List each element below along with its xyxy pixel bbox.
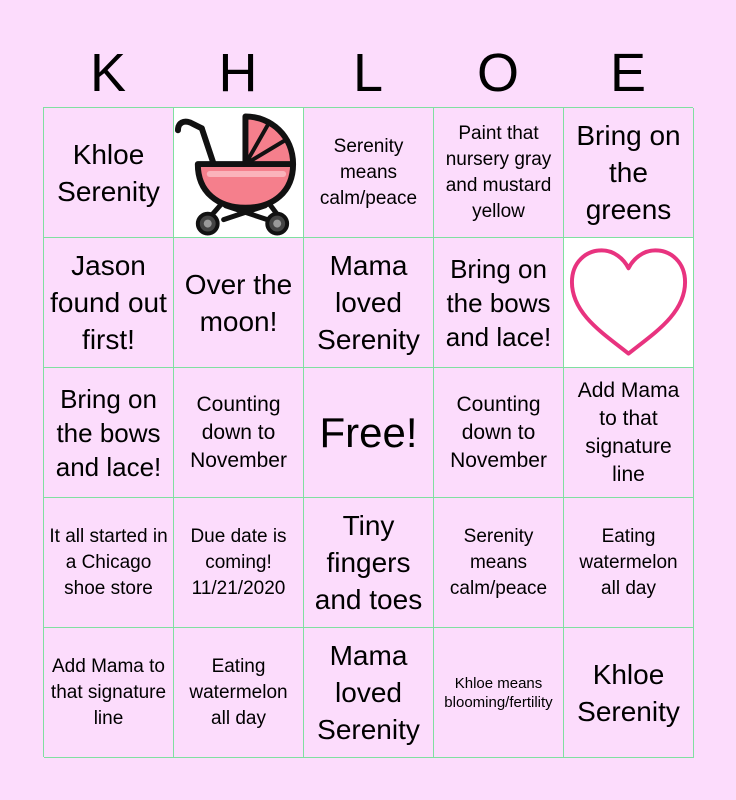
bingo-cell[interactable]: Khloe means blooming/fertility xyxy=(434,628,564,758)
bingo-cell-free[interactable]: Free! xyxy=(304,368,434,498)
bingo-cell[interactable]: Serenity means calm/peace xyxy=(304,108,434,238)
bingo-cell[interactable]: Jason found out first! xyxy=(44,238,174,368)
bingo-cell-heart[interactable] xyxy=(564,238,694,368)
bingo-cell[interactable]: Add Mama to that signature line xyxy=(564,368,694,498)
header-letter-o: O xyxy=(476,43,519,103)
bingo-cell[interactable]: Mama loved Serenity xyxy=(304,238,434,368)
bingo-cell[interactable]: Khloe Serenity xyxy=(44,108,174,238)
bingo-cell[interactable]: Counting down to November xyxy=(174,368,304,498)
baby-stroller-icon xyxy=(174,108,303,238)
bingo-cell[interactable]: Counting down to November xyxy=(434,368,564,498)
bingo-cell[interactable]: Over the moon! xyxy=(174,238,304,368)
bingo-card-grid xyxy=(43,107,693,757)
bingo-cell[interactable]: Eating watermelon all day xyxy=(564,498,694,628)
bingo-cell[interactable]: Paint that nursery gray and mustard yellow xyxy=(434,108,564,238)
header-letter-k: K xyxy=(89,43,127,103)
bingo-cell[interactable]: Add Mama to that signature line xyxy=(44,628,174,758)
heart-icon xyxy=(564,238,693,368)
bingo-cell[interactable]: Khloe Serenity xyxy=(564,628,694,758)
bingo-header xyxy=(43,40,693,106)
bingo-cell[interactable]: Mama loved Serenity xyxy=(304,628,434,758)
bingo-cell[interactable]: Serenity means calm/peace xyxy=(434,498,564,628)
header-letter-e: E xyxy=(609,43,647,103)
header-letter-l: L xyxy=(352,43,384,103)
bingo-cell-stroller[interactable] xyxy=(174,108,304,238)
bingo-cell[interactable]: Eating watermelon all day xyxy=(174,628,304,758)
bingo-cell[interactable]: It all started in a Chicago shoe store xyxy=(44,498,174,628)
bingo-cell[interactable]: Tiny fingers and toes xyxy=(304,498,434,628)
bingo-cell[interactable]: Bring on the bows and lace! xyxy=(434,238,564,368)
bingo-cell[interactable]: Bring on the greens xyxy=(564,108,694,238)
bingo-cell[interactable]: Bring on the bows and lace! xyxy=(44,368,174,498)
header-letter-h: H xyxy=(218,43,258,103)
bingo-cell[interactable]: Due date is coming! 11/21/2020 xyxy=(174,498,304,628)
